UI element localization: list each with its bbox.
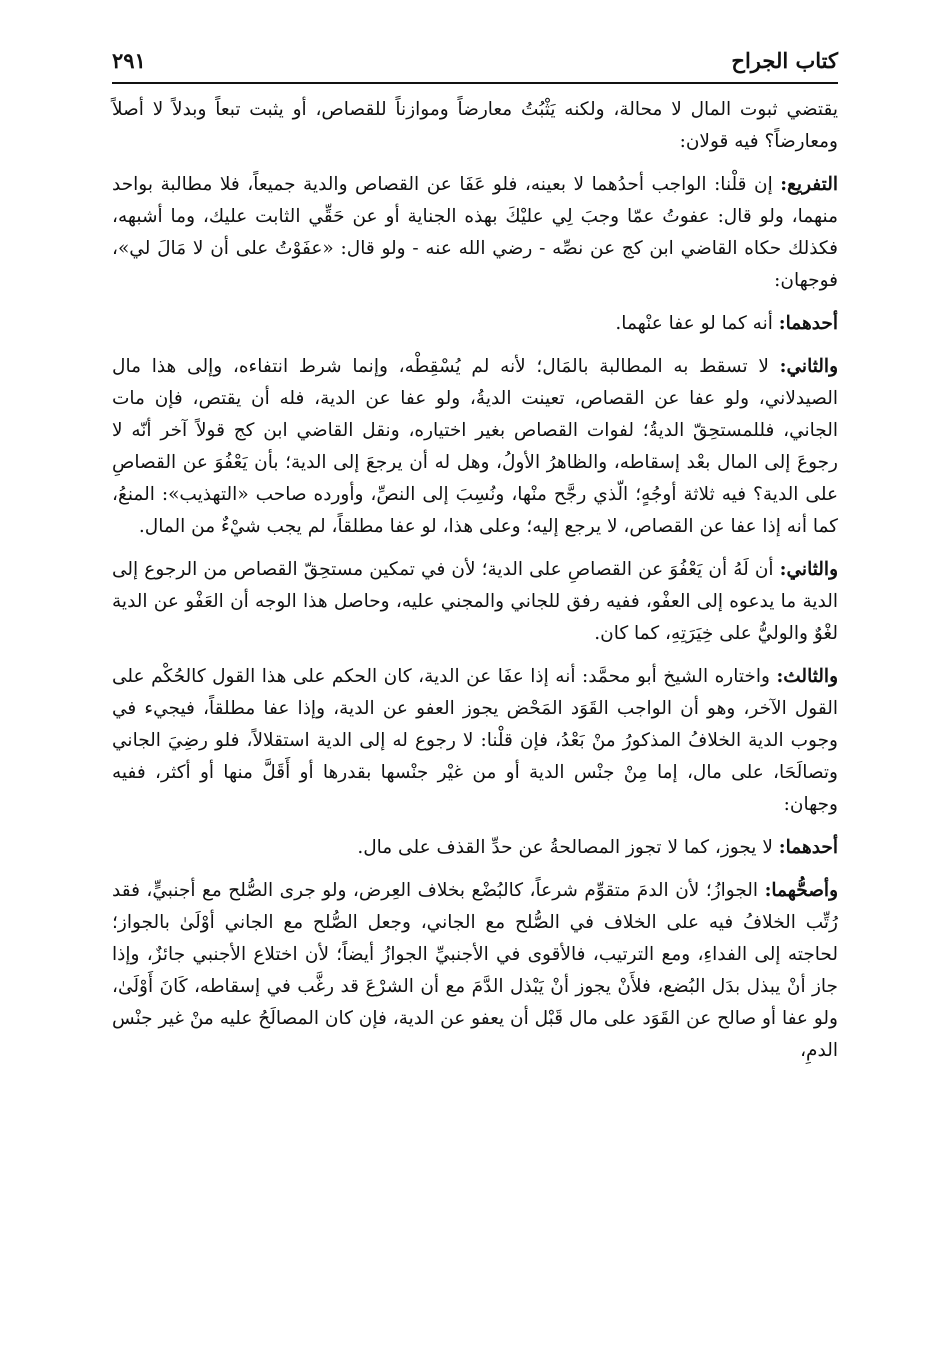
paragraph-text: يقتضي ثبوت المال لا محالة، ولكنه يَثْبُتُ معارضاً وموازناً للقصاص، أو يثبت تبعاً وبدلاً لا أصلاً ومعارضاً؟ فيه قولان: bbox=[112, 99, 838, 152]
page-number: ٢٩١ bbox=[112, 48, 146, 73]
paragraph bbox=[112, 308, 838, 340]
paragraph-lead: أحدهما: bbox=[778, 837, 838, 858]
page-body bbox=[112, 94, 838, 1078]
paragraph-text: لا تسقط به المطالبة بالمَال؛ لأنه لم يُسْقِطْه، وإنما شرط انتفاءه، وإلى هذا مال الصيدلاني، ولو عفا عن القصاص، تعينت الديةُ، ولو عفا عن الدية، فله أن يقتص، فإن مات الجاني، فللمستحِقّ الديةُ؛ لفوات القصاص بغير اختياره، ونقل القاضي ابن كج قولاً آخر أنّه لا رجوعَ إلى المال بعْد إسقاطه، والظاهرُ الأولُ، وهل له أن يرجعَ إلى الدية؛ بأن يَعْفُوَ عن القصاصِ على الدية؟ فيه ثلاثة أوجُهٍ؛ الّذي رجَّح منْها، ونُسِبَ إلى النصِّ، وأورده صاحب «التهذيب»: المنعُ، كما أنه إذا عفا عن القصاص، لا يرجع إليه؛ وعلى هذا، لو عفا مطلقاً، لم يجب شيْءٌ من المال. bbox=[112, 356, 838, 537]
paragraph bbox=[112, 94, 838, 158]
page-header bbox=[112, 42, 838, 84]
paragraph bbox=[112, 351, 838, 543]
paragraph bbox=[112, 554, 838, 650]
paragraph-lead: والثاني: bbox=[779, 356, 838, 377]
paragraph bbox=[112, 832, 838, 864]
paragraph-text: لا يجوز، كما لا تجوز المصالحةُ عن حدِّ القذف على مال. bbox=[357, 837, 773, 858]
paragraph-lead: والثاني: bbox=[779, 559, 838, 580]
paragraph-lead: وأصحُّهما: bbox=[764, 880, 839, 901]
paragraph-text: أنه كما لو عفا عنْهما. bbox=[615, 313, 773, 334]
paragraph-text: واختاره الشيخ أبو محمَّد: أنه إذا عفَا عن الدية، كان الحكم على هذا القول كالحُكْم على القول الآخر، وهو أن الواجب القَوَد المَحْض يجوز العفو عن الدية، وإذا عفا مطلقاً، فيجيء في وجوب الدية الخلافُ المذكورُ منْ بَعْدُ، فإن قلْنا: لا رجوع له إلى الدية استقلالاً، فلو رضِيَ الجاني وتصالَحَا، على مال، إما مِنْ جنْس الدية أو من غيْر جنْسها بقدرها أو أَقَلَّ منها أو أكثر، ففيه وجهان: bbox=[112, 666, 838, 815]
paragraph-lead: التفريع: bbox=[780, 174, 838, 195]
paragraph bbox=[112, 169, 838, 297]
header-rule bbox=[112, 82, 838, 84]
paragraph-lead: والثالث: bbox=[776, 666, 838, 687]
paragraph-text: إن قلْنا: الواجب أحدُهما لا بعينه، فلو عَفَا عن القصاص والدية جميعاً، فلا مطالبة بواحد منهما، ولو قال: عفوتُ عمّا وجبَ لِي عليْكَ بهذه الجناية أو عن حَقِّي الثابت عليك، وما أشبهه، فكذلك حكاه القاضي ابن كج عن نصِّه - رضي الله عنه - ولو قال: «عفَوْتُ على أن لا مَالَ لي»، فوجهان: bbox=[112, 174, 838, 291]
paragraph-text: أن لَهُ أن يَعْفُوَ عن القصاصِ على الدية؛ لأن في تمكين مستحِقّ القصاص من الرجوع إلى الدية ما يدعوه إلى العفْو، ففيه رفق للجاني والمجني عليه، وحاصل هذا الوجه أن العَفْو عن الدية لغْوٌ والوليُّ على خِيَرَتِهِ، كما كان. bbox=[112, 559, 838, 644]
paragraph-text: الجوازُ؛ لأن الدمَ متقوِّم شرعاً، كالبُضْع بخلاف العِرض، ولو جرى الصُّلح مع أجنبيٍّ، فقد رُتِّب الخلافُ فيه على الخلاف في الصُّلح مع الجاني، وجعل الصُّلح مع الجاني أوْلَىٰ بالجواز؛ لحاجته إلى الفداءِ، ومع الترتيب، فالأقوى في الأجنبيِّ الجوازُ أيضاً؛ لأن اختلاع الأجنبي جائزٌ، وإذا جاز أنْ يبذل بدَل البُضع، فلأَنْ يجوز أنْ يَبْذل الدَّمَ مع أن الشرْعَ قد رغَّب في إسقاطه، كَانَ أَوْلَىٰ، ولو عفا أو صالح عن القَوَد على مال قَبْل أن يعفو عن الدية، فإن كان المصالَحُ عليه منْ غير جنْس الدمِ، bbox=[112, 880, 838, 1061]
paragraph bbox=[112, 875, 838, 1067]
paragraph bbox=[112, 661, 838, 821]
chapter-title: كتاب الجراح bbox=[731, 48, 838, 73]
paragraph-lead: أحدهما: bbox=[778, 313, 838, 334]
